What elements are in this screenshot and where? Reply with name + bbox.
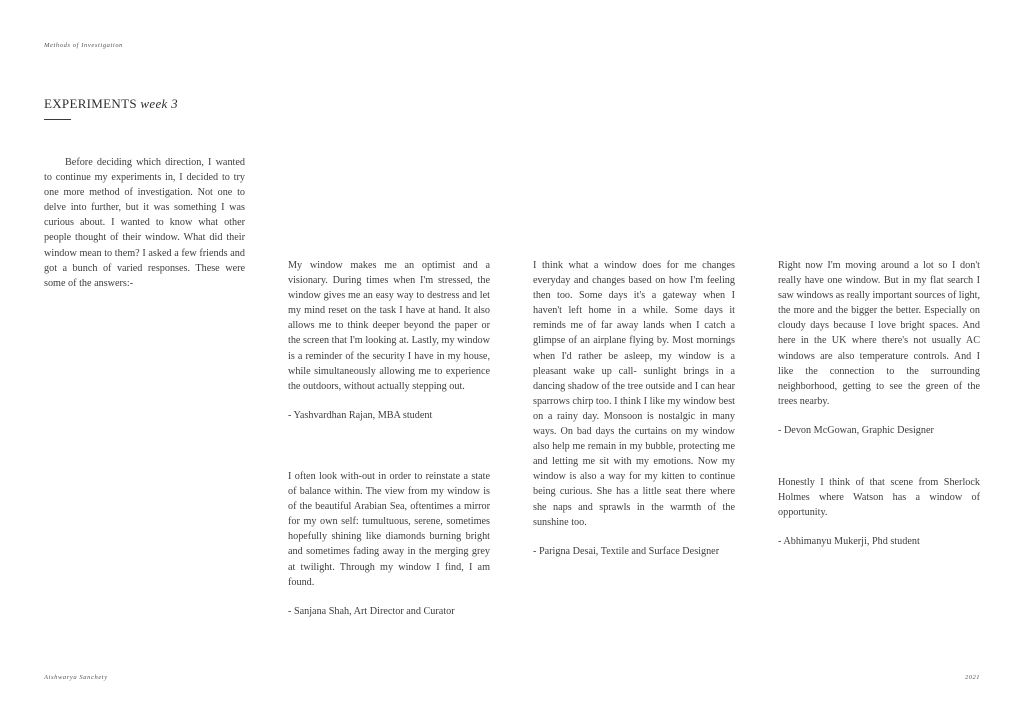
- title-week: week 3: [140, 96, 178, 111]
- response-quote-sanjana: I often look with-out in order to reinstate a state of balance within. The view from my window is of the beautiful Arabian Sea, oftentimes a mirror for my own self: tumultuous, serene, sometimes hopefully shining like diamonds burning bright and sometimes fading away in the merging grey at twilight. Through my window I find, I am found.: [288, 470, 490, 588]
- response-quote-devon: Right now I'm moving around a lot so I don't really have one window. But in my flat search I saw windows as really important sources of light, the more and the bigger the better. Especially on cloudy days because I love bright spaces. And here in the UK where there's not usually AC windows are also temperature controls. And I like the connection to the surrounding neighborhood, getting to see the green of the trees nearby.: [778, 260, 981, 407]
- response-author-parigna: - Parigna Desai, Textile and Surface Designer: [533, 545, 720, 557]
- response-column-4: [778, 258, 980, 549]
- intro-paragraph: Before deciding which direction, I wanted to continue my experiments in, I decided to try one more method of investigation. Not one to delve into further, but it was something I was curious about. I wanted to know what other people thought of their window. What did their window mean to them? I asked a few friends and got a bunch of varied responses. These were some of the answers:-: [44, 157, 245, 289]
- response-author-abhimanyu: - Abhimanyu Mukerji, Phd student: [778, 536, 920, 548]
- response-quote-abhimanyu: Honestly I think of that scene from Sherlock Holmes where Watson has a window of opportunity.: [778, 477, 980, 519]
- title-main: EXPERIMENTS: [44, 96, 137, 111]
- footer-author: Aishwarya Sanchety: [44, 674, 108, 681]
- response-author-sanjana: - Sanjana Shah, Art Director and Curator: [288, 605, 455, 617]
- response-column-3: [533, 258, 735, 559]
- running-header: Methods of Investigation: [44, 42, 124, 49]
- intro-column: [44, 155, 245, 291]
- response-quote-parigna: I think what a window does for me changes everyday and changes based on how I'm feeling then too. Some days it's a gateway when I haven't left home in a while. Some days it reminds me of far away lands when I catch a glimpse of an airplane flying by. Most mornings when I'd rather be asleep, my window is a pleasant wake up call- sunlight brings in a dancing shadow of the tree outside and I can hear sparrows chirp too. I think I like my window best on a rainy day. Monsoon is nostalgic in many ways. On bad days the curtains on my window also help me remain in my bubble, protecting me and letting me sit with my emotions. Now my window is also a way for my kitten to continue being curious. She has a little seat there where she naps and sprawls in the warmth of the sunshine too.: [533, 260, 735, 528]
- response-author-devon: - Devon McGowan, Graphic Designer: [778, 424, 934, 436]
- response-quote-yashvardhan: My window makes me an optimist and a visionary. During times when I'm stressed, the window gives me an easy way to destress and let my mind reset on the task I have at hand. It also allows me to think deeper beyond the paper or the screen that I'm looking at. Lastly, my window is a reminder of the security I have in my house, while simultaneously allowing me to experience the outdoors, without actually stepping out.: [288, 260, 490, 392]
- response-author-yashvardhan: - Yashvardhan Rajan, MBA student: [288, 409, 433, 421]
- footer-year: 2021: [965, 674, 980, 681]
- response-column-2: [288, 258, 490, 619]
- title-underline: [44, 119, 71, 120]
- page-title: [44, 96, 178, 112]
